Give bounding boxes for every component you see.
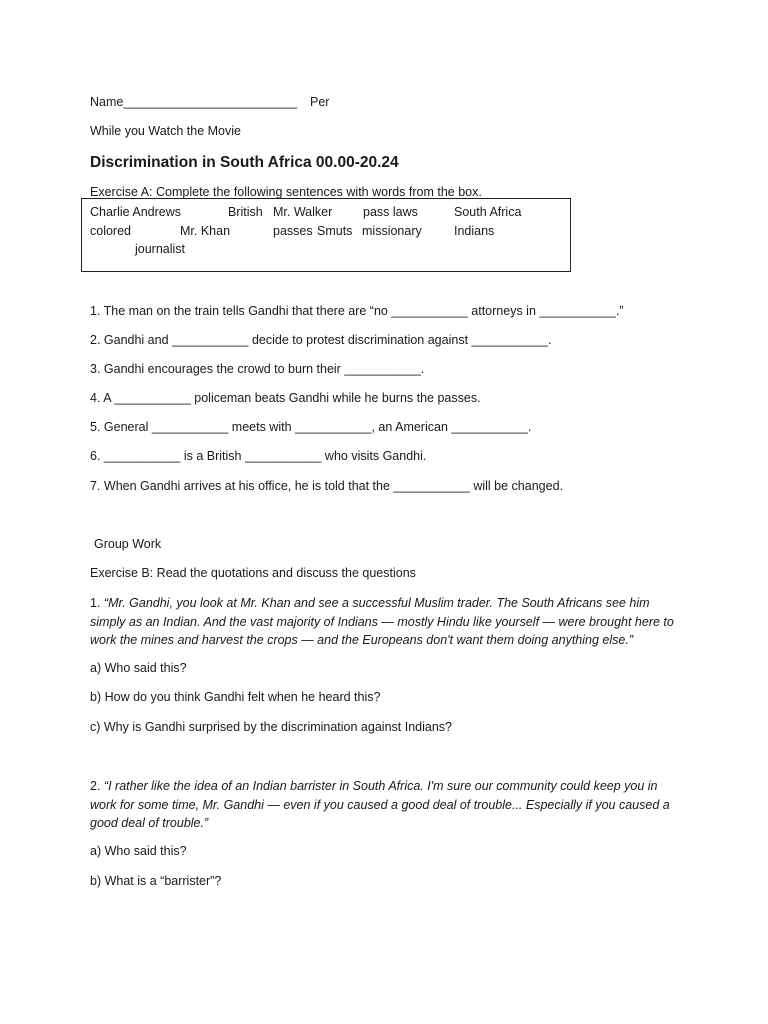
- exercise-a-sentence: 5. General ___________ meets with ___________, an American ___________.: [90, 420, 532, 434]
- exercise-b-instruction: Exercise B: Read the quotations and discuss the questions: [90, 566, 416, 580]
- word-bank-item: Smuts: [317, 224, 353, 238]
- exercise-a-sentence: 7. When Gandhi arrives at his office, he is told that the ___________ will be changed.: [90, 479, 563, 493]
- word-bank-item: Charlie Andrews: [90, 205, 182, 219]
- quotation-number: 2.: [90, 779, 101, 793]
- word-bank-item: British: [228, 205, 263, 219]
- word-bank-item: South Africa: [454, 205, 522, 219]
- question: b) What is a “barrister”?: [90, 874, 222, 888]
- question: c) Why is Gandhi surprised by the discrimination against Indians?: [90, 720, 452, 734]
- exercise-a-sentence: 3. Gandhi encourages the crowd to burn their ___________.: [90, 362, 425, 376]
- group-work-label: Group Work: [94, 537, 162, 551]
- question: a) Who said this?: [90, 661, 187, 675]
- worksheet-subtitle: While you Watch the Movie: [90, 124, 241, 138]
- word-bank-item: pass laws: [363, 205, 418, 219]
- question: a) Who said this?: [90, 844, 187, 858]
- question: b) How do you think Gandhi felt when he heard this?: [90, 690, 381, 704]
- quotation-text: “Mr. Gandhi, you look at Mr. Khan and see a successful Muslim trader. The South Africans see him simply as an Indian. And the vast majority of Indians — mostly Hindu like yourself — were brought here to work the mines and harvest the crops — and the Europeans don't want them doing anything else.”: [90, 596, 674, 647]
- quotation-2: [90, 777, 680, 833]
- exercise-a-instruction-wrapper: [90, 183, 570, 199]
- exercise-a-sentence: 1. The man on the train tells Gandhi that there are “no ___________ attorneys in ___________.”: [90, 304, 624, 318]
- word-bank-item: Mr. Walker: [273, 205, 333, 219]
- word-bank-item: missionary: [362, 224, 422, 238]
- name-field-label: Name_________________________: [90, 95, 298, 109]
- word-bank-item: journalist: [135, 242, 186, 256]
- worksheet-title: Discrimination in South Africa 00.00-20.24: [90, 154, 399, 171]
- exercise-a-sentence: 4. A ___________ policeman beats Gandhi while he burns the passes.: [90, 391, 481, 405]
- word-bank-item: passes: [273, 224, 313, 238]
- quotation-number: 1.: [90, 596, 101, 610]
- word-bank-box: [81, 198, 571, 272]
- quotation-1: [90, 594, 680, 650]
- word-bank-item: Indians: [454, 224, 495, 238]
- exercise-a-sentence: 2. Gandhi and ___________ decide to protest discrimination against ___________.: [90, 333, 552, 347]
- period-field-label: Per: [310, 95, 330, 109]
- word-bank-item: Mr. Khan: [180, 224, 231, 238]
- exercise-a-sentence: 6. ___________ is a British ___________ who visits Gandhi.: [90, 449, 427, 463]
- quotation-text: “I rather like the idea of an Indian barrister in South Africa. I'm sure our community could keep you in work for some time, Mr. Gandhi — even if you caused a good deal of trouble... Especially if you caused a good deal of trouble.”: [90, 779, 670, 830]
- exercise-a-instruction: Exercise A: Complete the following sentences with words from the box.: [90, 185, 482, 199]
- word-bank-item: colored: [90, 224, 131, 238]
